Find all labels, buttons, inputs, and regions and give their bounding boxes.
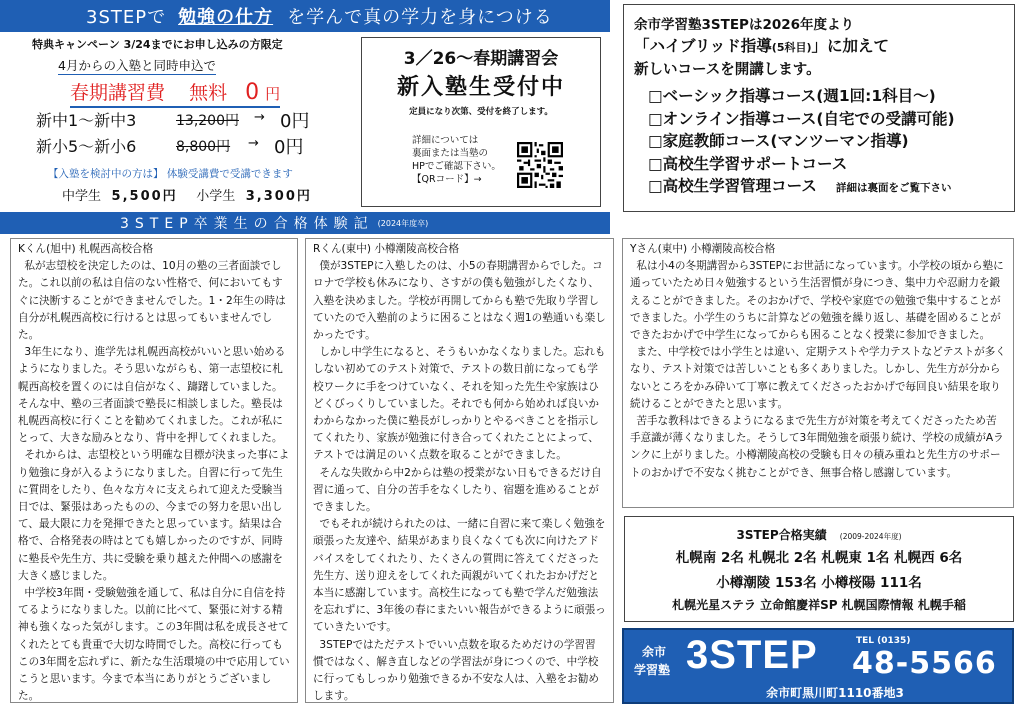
testimonial-name: Rくん(東中) 小樽潮陵高校合格 <box>313 243 460 255</box>
tel-label: TEL (0135) <box>856 636 911 646</box>
results-row: 札幌光星ステラ 立命館慶祥SP 札幌国際情報 札幌手稲 <box>672 598 966 612</box>
testimonial-name: Kくん(旭中) 札幌西高校合格 <box>18 243 154 255</box>
trial-jhs-price: 5,500円 <box>111 189 178 204</box>
trial-es-label: 小学生 <box>196 189 236 204</box>
trial-prices <box>62 185 312 204</box>
price-row <box>36 108 316 132</box>
detail-line: HPでご確認下さい。 <box>412 161 501 172</box>
fee-unit: 円 <box>265 85 281 103</box>
spring-subtitle: 新入塾生受付中 <box>396 75 565 100</box>
testimonial-paragraph: 3STEPではただテストでいい点数を取るためだけの学習習慣ではなく、解き直しなどの学習法が身につくので、中学校に行ってもしっかり勉強できるか不安な人は、入塾をお勧めします。 <box>313 638 600 703</box>
testimonial-paragraph: しかし中学生になると、そうもいかなくなりました。忘れもしない初めてのテスト対策で、テストの数日前になっても学校ワークに手をつけていなく、それを知った先生や家族はひどくびっくりしていました。それでも何から始めれば良いかわからなかった僕に塾長がしっかりとやるべきことを指示してくれたり、家族が勉強に付き合ってくれたことによって、テストでは満足のいく点数を取ることができました。 <box>313 346 606 462</box>
fee-free: 無料 <box>189 82 228 104</box>
results-row: 札幌南 2名 札幌北 2名 札幌東 1名 札幌西 6名 <box>675 550 963 566</box>
course-item: □オンライン指導コース(自宅での受講可能) <box>648 109 955 128</box>
section-banner <box>0 212 610 234</box>
campaign-line2: 4月からの入塾と同時申込で <box>58 58 216 73</box>
price-arrow: → <box>248 136 259 151</box>
detail-line: 裏面または当塾の <box>412 148 489 159</box>
price-arrow: → <box>254 110 265 125</box>
course-item: □高校生学習管理コース <box>648 177 817 195</box>
testimonial-paragraph: 3年生になり、進学先は札幌西高校がいいと思い始めるようになりました。そう思いながらも、第一志望校に札幌西高校を置くのには自信がなく、躊躇していました。そんな中、塾の三者面談で塾長に相談しました。塾長は札幌西高校に行くことを勧めてくれました。これが私にとって、大きな励みとなり、背中を押してくれました。 <box>18 346 286 445</box>
campaign-line1: 特典キャンペーン 3/24までにお申し込みの方限定 <box>32 38 283 51</box>
section-year-note: (2024年度卒) <box>377 218 429 228</box>
course-list <box>648 85 1010 198</box>
results-box <box>624 516 1014 622</box>
spring-title: 3／26〜春期講習会 <box>403 49 559 69</box>
brand-school: 学習塾 <box>634 663 671 677</box>
course-item: □ベーシック指導コース(週1回:1科目〜) <box>648 87 936 105</box>
trial-note: 【入塾を検討中の方は】 体験受講費で受講できます <box>48 168 293 180</box>
brand-logo: 3STEP <box>686 633 818 677</box>
detail-line: 詳細については <box>412 135 479 146</box>
hybrid-line2-post: 」に加えて <box>811 37 890 55</box>
testimonial-paragraph: 中学校3年間・受験勉強を通して、私は自分に自信を持てるようになりました。以前に比べて、緊張に対する精神も強くなった気がします。この3年間は私を成長させてくれたとても貴重で大切な時間でした。高校に行ってもこの3年間を忘れずに、新たな生活環境の中で応用していこうと思います。今まで本当にありがとうございました。 <box>18 587 290 703</box>
price-old: 13,200円 <box>176 113 239 129</box>
top-banner <box>0 0 610 32</box>
detail-line: 【QRコード】→ <box>412 174 482 185</box>
spring-fee-free <box>70 78 280 108</box>
testimonial-paragraph: それからは、志望校という明確な目標が決まった事により勉強に身が入るようになりました。自習に行って先生に質問をしたり、色々な方々に支えられて迎えた受験当日では、緊張はあったものの、今までの努力を思い出して、最大限に力を発揮できたと思っています。結果は合格で、合格発表の時はとても嬉しかったのですが、同時に塾長や先生方、共に受験を乗り越えた仲間への感謝を大きく感じました。 <box>18 449 290 582</box>
price-row <box>36 134 316 158</box>
testimonial-paragraph: 私は小4の冬期講習から3STEPにお世話になっています。小学校の頃から塾に通っていたため日々勉強するという生活習慣が身につき、集中力や忍耐力を鍛えることができました。そのおかげで、学校や家庭での勉強で集中することができました。小学生のうちに計算などの勉強を繰り返し、基礎を固めることができたおかげで中学生になってからも困ることなく授業に参加できました。 <box>630 260 1004 342</box>
see-back-note: 詳細は裏面をご覧下さい <box>835 182 952 194</box>
hybrid-line2-small: (5科目) <box>771 41 812 54</box>
brand-footer <box>622 628 1014 704</box>
testimonial-paragraph: また、中学校では小学生とは違い、定期テストや学力テストなどテストが多くなり、テスト対策では苦しいことも多くありました。しかし、先生方が分からないところをかみ砕いて丁寧に教えてくださったおかげで毎回良い結果を取り続けることができたと思います。 <box>630 346 1006 410</box>
testimonial-paragraph: 苦手な教科はできるようになるまで先生方が対策を考えてくださったため苦手意識が薄くなりました。そうして3年間勉強を頑張り続け、学校の成績がAランクに上がりました。小樽潮陵高校の受験も日々の積み重ねと先生方のサポートのおかげで不安なく挑むことができ、無事合格し感謝しています。 <box>630 415 1004 479</box>
price-grade: 新中1〜新中3 <box>36 111 137 130</box>
banner-pre: 3STEPで <box>86 7 167 28</box>
testimonial-name: Yさん(東中) 小樽潮陵高校合格 <box>630 243 776 255</box>
fee-label: 春期講習費 <box>70 82 166 104</box>
spring-course-box <box>361 37 601 207</box>
hybrid-line1: 余市学習塾3STEPは2026年度より <box>634 17 855 33</box>
brand-area: 余市 <box>642 645 667 659</box>
hybrid-line3: 新しいコースを開講します。 <box>634 62 821 78</box>
section-title: 3STEP卒業生の合格体験記 <box>120 216 374 232</box>
testimonial-paragraph: でもそれが続けられたのは、一緒に自習に来て楽しく勉強を頑張った友達や、結果があまり良くなくても次に向けたアドバイスをしてくれたり、たくさんの質問に答えてくださった先生方、送り迎えをしてくれた両親がいてくれたおかげだと本当に感謝しています。高校生になっても塾で学んだ勉強法を忘れずに、3年後の春にまたいい報告ができるように頑張っていきたいです。 <box>313 518 606 634</box>
course-item: □高校生学習サポートコース <box>648 154 848 173</box>
trial-jhs-label: 中学生 <box>62 189 102 204</box>
course-item-last <box>648 175 1010 198</box>
results-row: 小樽潮陵 153名 小樽桜陽 111名 <box>716 575 922 591</box>
spring-note: 定員になり次第、受付を終了します。 <box>409 107 553 117</box>
banner-em: 勉強の仕方 <box>178 7 274 28</box>
address: 余市町黒川町1110番地3 <box>766 686 904 700</box>
new-courses-box <box>623 4 1015 212</box>
spring-detail <box>412 134 501 186</box>
trial-es-price: 3,300円 <box>245 189 312 204</box>
tel-number[interactable]: 48-5566 <box>852 646 997 681</box>
testimonial-paragraph: そんな失敗から中2からは塾の授業がない日もできるだけ自習に通って、自分の苦手をなくしたり、宿題を進めることができました。 <box>313 466 602 514</box>
price-old: 8,800円 <box>176 139 231 155</box>
price-new: 0円 <box>280 111 310 132</box>
price-grade: 新小5〜新小6 <box>36 137 137 156</box>
results-period: (2009-2024年度) <box>839 532 902 541</box>
qr-code-icon[interactable] <box>517 142 563 188</box>
results-heading <box>625 524 1013 543</box>
testimonial-paragraph: 僕が3STEPに入塾したのは、小5の春期講習からでした。コロナで学校も休みになり、さすがの僕も勉強がしたくなり、入塾を決めました。学校が再開してからも塾で先取り学習していたので入塾前のように困ることはなく週1の塾通いも楽しかったです。 <box>313 260 606 342</box>
testimonial-card <box>622 238 1014 508</box>
results-title: 3STEP合格実績 <box>736 528 827 542</box>
testimonial-card <box>10 238 298 703</box>
hybrid-line2 <box>634 34 889 56</box>
banner-post: を学んで真の学力を身につける <box>287 7 553 28</box>
hybrid-line2-pre: 「ハイブリッド指導 <box>634 37 772 55</box>
price-new: 0円 <box>274 137 304 158</box>
testimonial-card <box>305 238 614 703</box>
fee-zero: 0 <box>245 80 260 105</box>
testimonial-paragraph: 私が志望校を決定したのは、10月の塾の三者面談でした。これ以前の私は自信のない性格で、何においてもすぐに決断することができませんでした。1・2年生の時は自分が札幌西高校に行けるとは思ってもいませんでした。 <box>18 260 286 342</box>
course-item: □家庭教師コース(マンツーマン指導) <box>648 132 909 150</box>
